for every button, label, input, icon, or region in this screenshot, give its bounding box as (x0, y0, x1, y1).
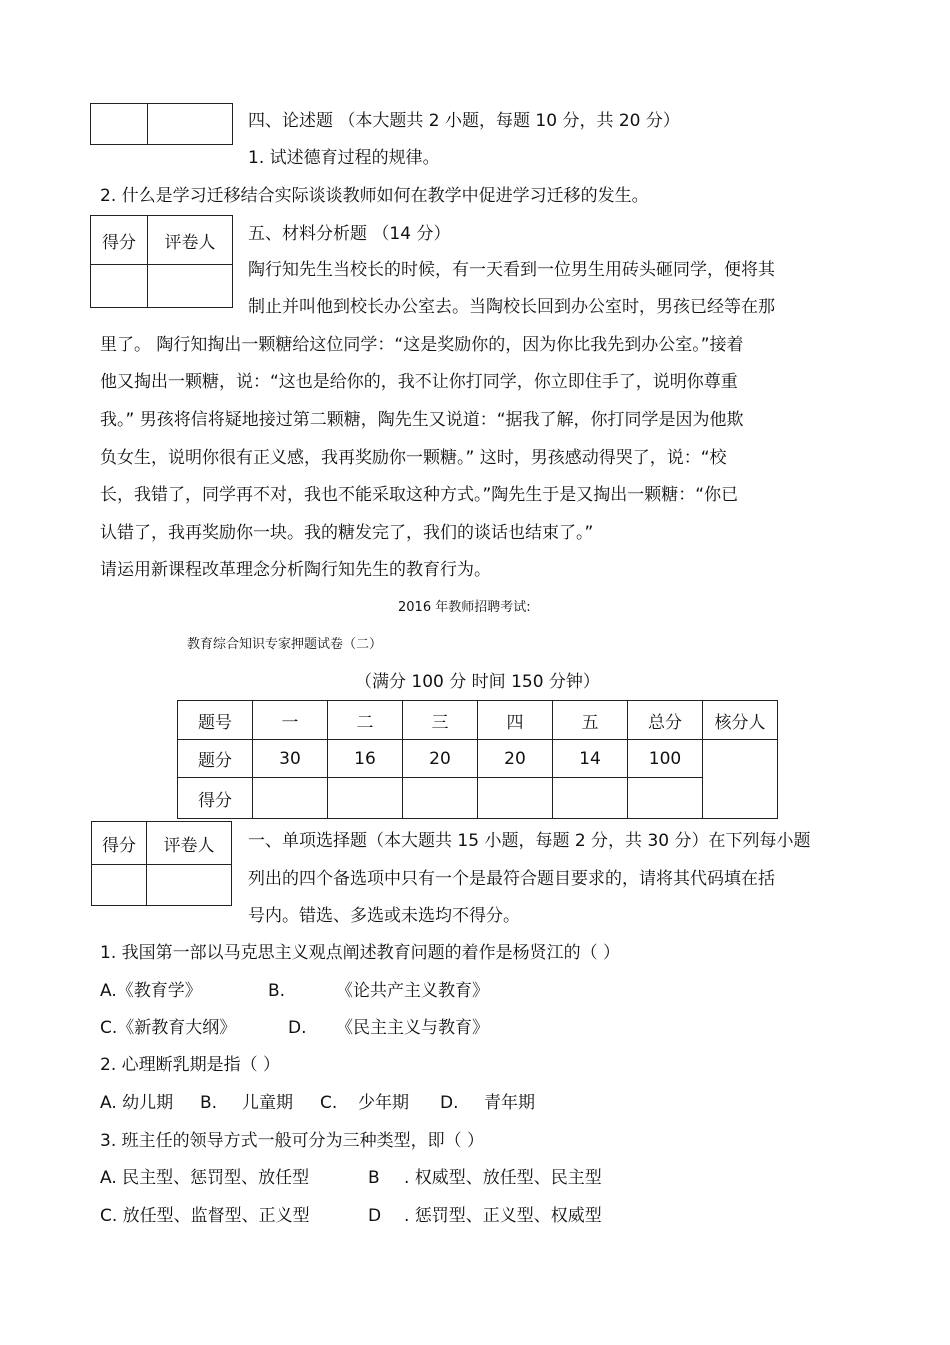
option-d: 青年期 (484, 1093, 535, 1113)
grader-cell (148, 104, 233, 145)
sec5-line: 制止并叫他到校长办公室去。当陶校长回到办公室时，男孩已经等在那 (248, 297, 775, 317)
header-cell: 题号 (178, 701, 253, 740)
score-cell (91, 265, 148, 308)
score-box-sec5 (90, 215, 233, 308)
option-b-letter: B. (268, 981, 286, 1001)
score-cell (403, 778, 478, 819)
table-header-row (178, 701, 778, 740)
grader-label: 评卷人 (148, 216, 233, 265)
option-d-letter: D. (440, 1093, 459, 1113)
header-cell: 三 (403, 701, 478, 740)
row-label: 得分 (178, 778, 253, 819)
option-c: 少年期 (358, 1093, 409, 1113)
sec4-question-1: 1. 试述德育过程的规律。 (248, 148, 440, 168)
sec1-heading-line: 列出的四个备选项中只有一个是最符合题目要求的，请将其代码填在括 (248, 869, 775, 889)
option-b-letter: B (368, 1168, 380, 1188)
header-cell: 五 (553, 701, 628, 740)
question-3-stem: 3. 班主任的领导方式一般可分为三种类型，即（ ） (100, 1131, 485, 1151)
option-d-letter: D (368, 1206, 382, 1226)
score-cell (628, 778, 703, 819)
exam-year-line: 2016 年教师招聘考试: (398, 600, 531, 615)
score-box-sec1 (91, 821, 232, 906)
score-cell (92, 865, 147, 906)
header-cell: 一 (253, 701, 328, 740)
sec5-line: 陶行知先生当校长的时候，有一天看到一位男生用砖头砸同学，便将其 (248, 260, 775, 280)
option-b: . 权威型、放任型、民主型 (404, 1168, 602, 1188)
sec5-line: 负女生，说明你很有正义感，我再奖励你一颗糖。” 这时，男孩感动得哭了，说：“校 (100, 448, 727, 468)
option-d: . 惩罚型、正义型、权威型 (404, 1206, 602, 1226)
points-cell: 100 (628, 740, 703, 778)
score-box-sec4 (90, 103, 233, 145)
option-c: C.《新教育大纲》 (100, 1018, 237, 1038)
option-a: A.《教育学》 (100, 981, 202, 1001)
option-a: A. 幼儿期 (100, 1093, 174, 1113)
sec5-line: 认错了，我再奖励你一块。我的糖发完了，我们的谈话也结束了。” (100, 523, 594, 543)
header-cell: 核分人 (703, 701, 778, 740)
sec5-line: 我。” 男孩将信将疑地接过第二颗糖，陶先生又说道：“据我了解，你打同学是因为他欺 (100, 410, 744, 430)
score-label: 得分 (92, 822, 147, 865)
option-d: 《民主主义与教育》 (336, 1018, 489, 1038)
header-cell: 四 (478, 701, 553, 740)
sec5-line: 他又掏出一颗糖，说：“这也是给你的，我不让你打同学，你立即住手了，说明你尊重 (100, 372, 738, 392)
grader-label: 评卷人 (147, 822, 232, 865)
option-a: A. 民主型、惩罚型、放任型 (100, 1168, 310, 1188)
score-cell (253, 778, 328, 819)
option-b: 《论共产主义教育》 (336, 981, 489, 1001)
sec4-question-2: 2. 什么是学习迁移结合实际谈谈教师如何在教学中促进学习迁移的发生。 (100, 186, 649, 206)
option-b-letter: B. (200, 1093, 218, 1113)
header-cell: 二 (328, 701, 403, 740)
sec5-heading: 五、材料分析题 （14 分） (248, 224, 451, 244)
option-c-letter: C. (320, 1093, 338, 1113)
header-cell: 总分 (628, 701, 703, 740)
table-row (178, 740, 778, 778)
option-d-letter: D. (288, 1018, 307, 1038)
checker-cell (703, 740, 778, 819)
points-cell: 20 (403, 740, 478, 778)
question-2-stem: 2. 心理断乳期是指（ ） (100, 1055, 281, 1075)
sec1-heading-line: 一、单项选择题（本大题共 15 小题，每题 2 分，共 30 分）在下列每小题 (248, 831, 811, 851)
sec5-question: 请运用新课程改革理念分析陶行知先生的教育行为。 (100, 560, 491, 580)
points-cell: 14 (553, 740, 628, 778)
question-1-stem: 1. 我国第一部以马克思主义观点阐述教育问题的着作是杨贤江的（ ） (100, 943, 621, 963)
option-b: 儿童期 (242, 1093, 293, 1113)
score-cell (328, 778, 403, 819)
row-label: 题分 (178, 740, 253, 778)
sec5-line: 里了。 陶行知掏出一颗糖给这位同学：“这是奖励你的，因为你比我先到办公室。”接着 (100, 335, 744, 355)
exam-title: 教育综合知识专家押题试卷（二） (187, 637, 383, 652)
table-row (178, 778, 778, 819)
sec4-heading: 四、论述题 （本大题共 2 小题，每题 10 分，共 20 分） (248, 111, 680, 131)
exam-info: （满分 100 分 时间 150 分钟） (355, 672, 600, 692)
score-cell (478, 778, 553, 819)
points-cell: 20 (478, 740, 553, 778)
sec1-heading-line: 号内。错选、多选或未选均不得分。 (248, 906, 520, 926)
grader-cell (147, 865, 232, 906)
score-table (177, 700, 778, 819)
points-cell: 16 (328, 740, 403, 778)
points-cell: 30 (253, 740, 328, 778)
score-cell (91, 104, 148, 145)
score-label: 得分 (91, 216, 148, 265)
sec5-line: 长，我错了，同学再不对，我也不能采取这种方式。”陶先生于是又掏出一颗糖：“你已 (100, 485, 739, 505)
grader-cell (148, 265, 233, 308)
option-c: C. 放任型、监督型、正义型 (100, 1206, 310, 1226)
score-cell (553, 778, 628, 819)
